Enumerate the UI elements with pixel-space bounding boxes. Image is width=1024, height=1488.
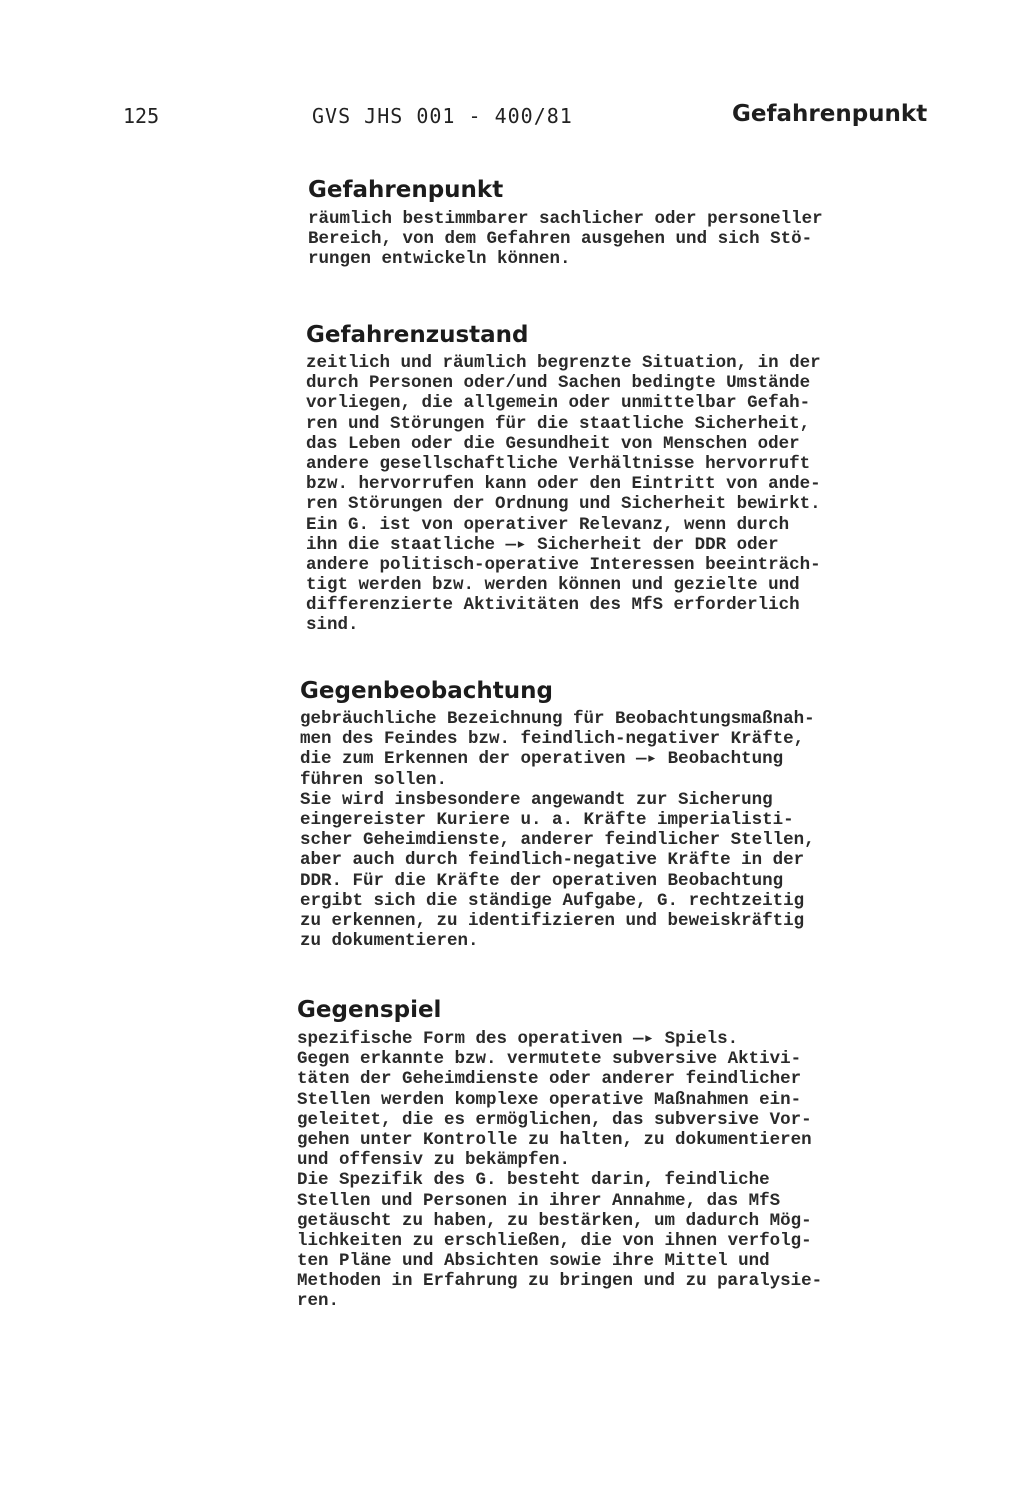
body-line: gehen unter Kontrolle zu halten, zu dokumentieren [297,1129,812,1150]
entry-body [297,1029,822,1312]
body-line: sind. [306,615,359,636]
body-line: führen sollen. [300,769,448,790]
body-line: rungen entwickeln können. [308,249,571,270]
entry-gefahrenpunkt [308,175,823,270]
entry-body [308,209,823,270]
body-line: Die Spezifik des G. besteht darin, feindliche [297,1170,770,1191]
body-line: eingereister Kuriere u. a. Kräfte imperialisti- [300,809,794,830]
body-line: gebräuchliche Bezeichnung für Beobachtungsmaßnah- [300,709,815,729]
body-line: täten der Geheimdienste oder anderer feindlicher [297,1069,802,1090]
body-line: differenzierte Aktivitäten des MfS erforderlich [306,595,800,616]
body-line: andere gesellschaftliche Verhältnisse hervorruft [306,453,811,474]
entry-body [300,709,815,951]
body-line: spezifische Form des operativen —▸ Spiels. [297,1029,739,1049]
entry-term: Gegenbeobachtung [300,678,553,704]
body-line: lichkeiten zu erschließen, die von ihnen verfolg- [297,1230,812,1251]
body-line: Sie wird insbesondere angewandt zur Sicherung [300,789,773,810]
body-line: ren Störungen der Ordnung und Sicherheit bewirkt. [306,494,821,515]
body-line: räumlich bestimmbarer sachlicher oder personeller [308,209,823,229]
body-line: ren und Störungen für die staatliche Sicherheit, [306,413,811,434]
body-line: Stellen werden komplexe operative Maßnahmen ein- [297,1089,802,1110]
body-line: aber auch durch feindlich-negative Kräfte in der [300,850,805,871]
entry-term: Gegenspiel [297,997,442,1023]
entry-gegenspiel [297,995,822,1312]
body-line: und offensiv zu bekämpfen. [297,1150,571,1171]
page-number: 125 [123,104,160,128]
entry-term: Gefahrenzustand [306,322,529,348]
body-line: durch Personen oder/und Sachen bedingte Umstände [306,373,811,394]
body-line: Bereich, von dem Gefahren ausgehen und sich Stö- [308,229,813,250]
body-line: zu dokumentieren. [300,931,479,952]
entry-term: Gefahrenpunkt [308,177,504,203]
body-line: andere politisch-operative Interessen beeinträch- [306,554,821,575]
body-line: scher Geheimdienste, anderer feindlicher Stellen, [300,830,815,851]
body-line: Gegen erkannte bzw. vermutete subversive Aktivi- [297,1049,802,1070]
body-line: Stellen und Personen in ihrer Annahme, das MfS [297,1190,781,1211]
body-line: ergibt sich die ständige Aufgabe, G. rechtzeitig [300,890,805,911]
body-line: bzw. hervorrufen kann oder den Eintritt von ande- [306,474,821,495]
body-line: zeitlich und räumlich begrenzte Situation, in der [306,353,821,373]
entry-gegenbeobachtung [300,676,815,951]
body-line: ren. [297,1291,340,1312]
body-line: Ein G. ist von operativer Relevanz, wenn durch [306,514,790,535]
entry-body [306,353,821,636]
body-line: DDR. Für die Kräfte der operativen Beobachtung [300,870,784,891]
body-line: getäuscht zu haben, zu bestärken, um dadurch Mög- [297,1210,812,1231]
body-line: vorliegen, die allgemein oder unmittelbar Gefah- [306,393,811,414]
body-line: tigt werden bzw. werden können und gezielte und [306,575,800,596]
body-line: ten Pläne und Absichten sowie ihre Mittel und [297,1251,770,1272]
body-line: zu erkennen, zu identifizieren und beweiskräftig [300,910,805,931]
entry-gefahrenzustand [306,320,821,636]
running-head: Gefahrenpunkt [732,101,928,127]
body-line: ihn die staatliche —▸ Sicherheit der DDR oder [306,534,779,555]
body-line: men des Feindes bzw. feindlich-negativer Kräfte, [300,729,805,750]
body-line: die zum Erkennen der operativen —▸ Beobachtung [300,749,784,770]
document-reference: GVS JHS 001 - 400/81 [312,104,573,128]
body-line: Methoden in Erfahrung zu bringen und zu paralysie- [297,1271,823,1292]
body-line: das Leben oder die Gesundheit von Menschen oder [306,433,800,454]
body-line: geleitet, die es ermöglichen, das subversive Vor- [297,1109,812,1130]
